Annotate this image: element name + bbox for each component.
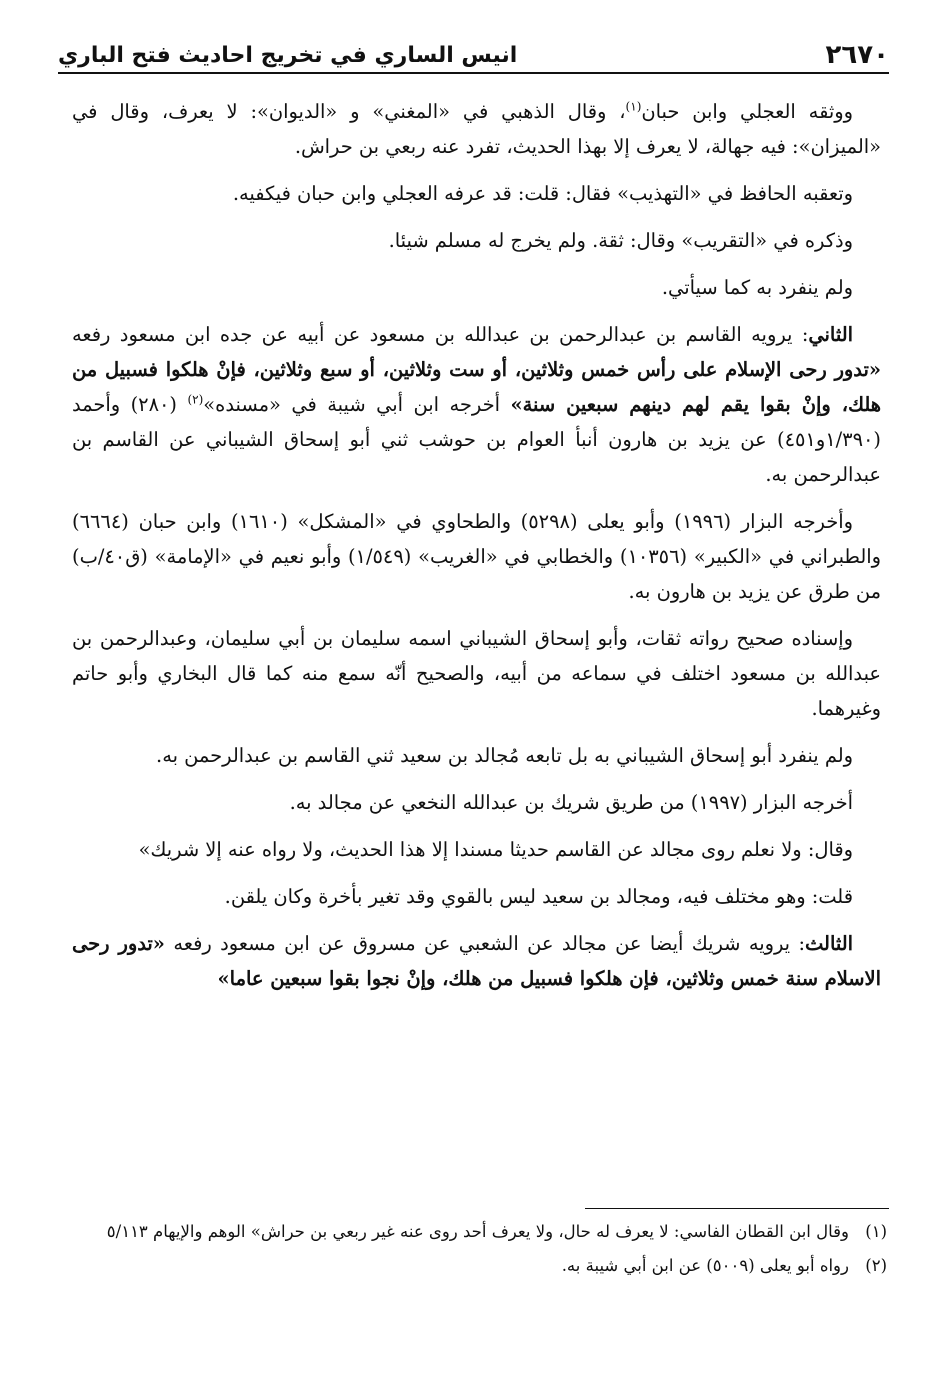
paragraph-8: ولم ينفرد أبو إسحاق الشيباني به بل تابعه مُجالد بن سعيد ثني القاسم بن عبدالرحمن به. (156, 744, 853, 767)
section-label-third: الثالث (805, 932, 854, 955)
paragraph-12 (72, 926, 881, 996)
hadith-text: «تدور رحى الإسلام على رأس خمس وثلاثين، أو ست وثلاثين، أو سبع وثلاثين، فإنْ هلكوا فسبيل من هلك، وإنْ بقوا يقم لهم دينهم سبعين سنة» (72, 358, 882, 416)
footnote-divider (585, 1208, 889, 1209)
paragraph-10: وقال: ولا نعلم روى مجالد عن القاسم حديثا مسندا إلا هذا الحديث، ولا رواه عنه إلا شريك» (138, 838, 853, 861)
paragraph-2: وتعقبه الحافظ في «التهذيب» فقال: قلت: قد عرفه العجلي وابن حبان فيكفيه. (232, 182, 853, 205)
footnote-ref-1: (١) (625, 99, 642, 114)
paragraph-1-text: ووثقه العجلي وابن حبان (641, 100, 853, 123)
paragraph-5-text-cont: أخرجه ابن أبي شيبة في «مسنده» (203, 393, 511, 416)
section-label-second: الثاني (808, 323, 853, 346)
footnote-number: (٢) (865, 1256, 887, 1275)
paragraph-1-text-cont: ، وقال الذهبي في «المغني» و «الديوان»: لا يعرف، وقال في «الميزان»: فيه جهالة، لا يعرف إلا بهذا الحديث، تفرد عنه ربعي بن حراش. (72, 100, 881, 158)
paragraph-5-text: : يرويه القاسم بن عبدالرحمن بن عبدالله بن مسعود عن أبيه عن جده ابن مسعود رفعه (72, 323, 809, 346)
paragraph-5-text-end: (٢٨٠) وأحمد (١/٣٩٠و٤٥١) عن يزيد بن هارون أنبأ العوام بن حوشب ثني أبو إسحاق الشيباني عن القاسم بن عبدالرحمن به. (72, 393, 881, 486)
paragraph-4: ولم ينفرد به كما سيأتي. (661, 276, 853, 299)
paragraph-5 (72, 317, 881, 492)
paragraph-11: قلت: وهو مختلف فيه، ومجالد بن سعيد ليس بالقوي وقد تغير بأخرة وكان يلقن. (224, 885, 853, 908)
paragraph-9: أخرجه البزار (١٩٩٧) من طريق شريك بن عبدالله النخعي عن مجالد به. (289, 791, 853, 814)
paragraph-3: وذكره في «التقريب» وقال: ثقة. ولم يخرج له مسلم شيئا. (388, 229, 853, 252)
main-text (72, 94, 881, 1008)
footnote-1 (72, 1218, 887, 1246)
paragraph-12-text: : يرويه شريك أيضا عن مجالد عن الشعبي عن مسروق عن ابن مسعود رفعه (173, 932, 805, 955)
hadith-text-2: «تدور رحى الاسلام سنة خمس وثلاثين، فإن هلكوا فسبيل من هلك، وإنْ نجوا بقوا سبعين عاما» (72, 932, 881, 990)
footnote-text: وقال ابن القطان الفاسي: لا يعرف له حال، ولا يعرف أحد روى عنه غير ربعي بن حراش» الوهم والإيهام ٥/١١٣ (106, 1222, 849, 1241)
paragraph-7: وإسناده صحيح رواته ثقات، وأبو إسحاق الشيباني اسمه سليمان بن أبي سليمان، وعبدالرحمن بن عبدالله بن مسعود اختلف في سماعه من أبيه، والصحيح أنّه سمع منه كما قال البخاري وأبو حاتم وغيرهما. (72, 627, 881, 720)
paragraph-6: وأخرجه البزار (١٩٩٦) وأبو يعلى (٥٢٩٨) والطحاوي في «المشكل» (١٦١٠) وابن حبان (٦٦٦٤) والطبراني في «الكبير» (١٠٣٥٦) والخطابي في «الغريب» (١/٥٤٩) وأبو نعيم في «الإمامة» (ق٤٠/ب) من طرق عن يزيد بن هارون به. (72, 510, 881, 603)
footnotes (72, 1218, 887, 1286)
footnote-ref-2: (٢) (187, 392, 204, 407)
footnote-number: (١) (865, 1222, 887, 1241)
running-header (58, 32, 889, 74)
footnote-2 (72, 1252, 887, 1280)
footnote-text: رواه أبو يعلى (٥٠٠٩) عن ابن أبي شيبة به. (561, 1256, 849, 1275)
paragraph-1 (72, 94, 881, 164)
book-title: انيس الساري في تخريج احاديث فتح الباري (58, 43, 518, 68)
page-number: ٢٦٧٠ (825, 40, 889, 70)
